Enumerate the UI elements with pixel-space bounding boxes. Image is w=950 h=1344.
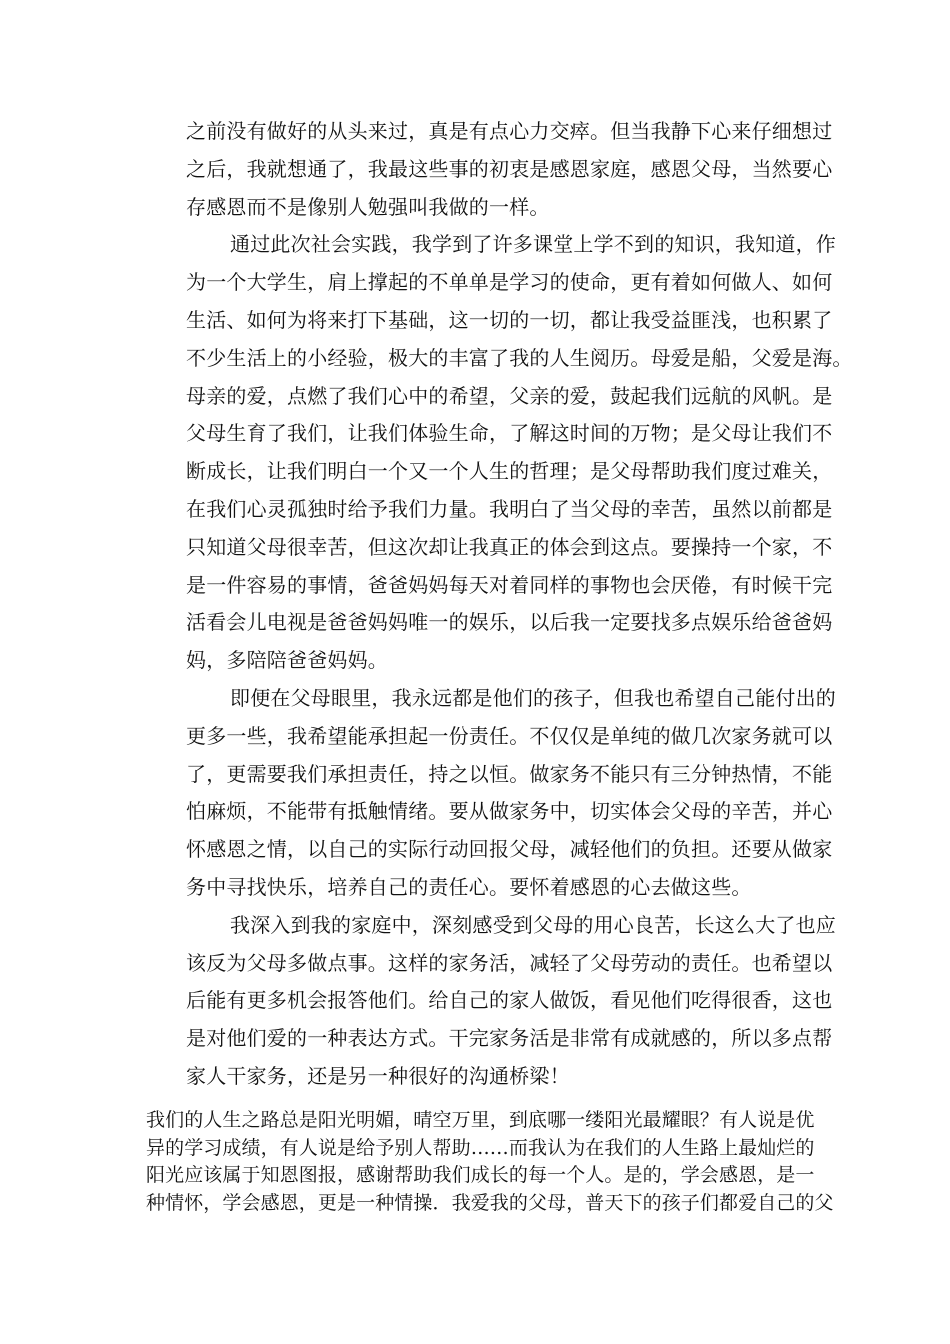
text-line: 我深入到我的家庭中，深刻感受到父母的用心良苦，长这么大了也应 [230,912,836,937]
text-line: 存感恩而不是像别人勉强叫我做的一样。 [186,194,550,219]
text-line: 只知道父母很幸苦，但这次却让我真正的体会到这点。要操持一个家，不 [186,534,833,559]
paragraph-family [186,907,836,1096]
text-line: 不少生活上的小经验，极大的丰富了我的人生阅历。母爱是船，父爱是海。 [186,345,853,370]
text-line: 后能有更多机会报答他们。给自己的家人做饭，看见他们吃得很香，这也 [186,988,833,1013]
paragraph-gratitude [146,1107,834,1217]
text-line: 妈，多陪陪爸爸妈妈。 [186,648,388,673]
main-text-section [186,113,853,1096]
text-line: 母亲的爱，点燃了我们心中的希望，父亲的爱，鼓起我们远航的风帆。是 [186,383,833,408]
paragraph-social-practice [186,226,853,680]
text-line: 之前没有做好的从头来过，真是有点心力交瘁。但当我静下心来仔细想过 [186,119,833,143]
text-line: 断成长，让我们明白一个又一个人生的哲理；是父母帮助我们度过难关， [186,459,833,484]
text-line: 怕麻烦，不能带有抵触情绪。要从做家务中，切实体会父母的辛苦，并心 [186,799,833,824]
text-line: 在我们心灵孤独时给予我们力量。我明白了当父母的幸苦，虽然以前都是 [186,496,833,521]
bottom-text-section [146,1107,834,1217]
text-line: 为一个大学生，肩上撑起的不单单是学习的使命，更有着如何做人、如何 [186,270,833,295]
paragraph-responsibility [186,680,836,907]
text-line: 是一件容易的事情，爸爸妈妈每天对着同样的事物也会厌倦，有时候干完 [186,572,833,597]
text-line: 阳光应该属于知恩图报，感谢帮助我们成长的每一个人。是的，学会感恩，是一 [146,1164,815,1186]
text-line: 了，更需要我们承担责任，持之以恒。做家务不能只有三分钟热情，不能 [186,761,833,786]
paragraph-continuation [186,113,833,226]
text-line: 是对他们爱的一种表达方式。干完家务活是非常有成就感的，所以多点帮 [186,1026,833,1051]
text-line: 即便在父母眼里，我永远都是他们的孩子，但我也希望自己能付出的 [230,685,836,710]
text-line: 种情怀，学会感恩，更是一种情操．我爱我的父母，普天下的孩子们都爱自己的父 [146,1191,834,1214]
text-line: 活看会儿电视是爸爸妈妈唯一的娱乐，以后我一定要找多点娱乐给爸爸妈 [186,610,833,635]
text-line: 家人干家务，还是另一种很好的沟通桥梁！ [186,1063,570,1088]
text-line: 异的学习成绩，有人说是给予别人帮助……而我认为在我们的人生路上最灿烂的 [146,1136,815,1159]
text-line: 通过此次社会实践，我学到了许多课堂上学不到的知识，我知道，作 [230,232,836,257]
text-line: 怀感恩之情，以自己的实际行动回报父母，减轻他们的负担。还要从做家 [186,837,833,862]
text-line: 务中寻找快乐，培养自己的责任心。要怀着感恩的心去做这些。 [186,874,752,899]
text-line: 父母生育了我们，让我们体验生命，了解这时间的万物；是父母让我们不 [186,421,833,446]
text-line: 更多一些，我希望能承担起一份责任。不仅仅是单纯的做几次家务就可以 [186,723,833,748]
text-line: 之后，我就想通了，我最这些事的初衷是感恩家庭，感恩父母，当然要心 [186,156,833,181]
text-line: 我们的人生之路总是阳光明媚，晴空万里，到底哪一缕阳光最耀眼？有人说是优 [146,1109,815,1131]
text-line: 生活、如何为将来打下基础，这一切的一切，都让我受益匪浅，也积累了 [186,307,833,332]
text-line: 该反为父母多做点事。这样的家务活，减轻了父母劳动的责任。也希望以 [186,950,833,975]
